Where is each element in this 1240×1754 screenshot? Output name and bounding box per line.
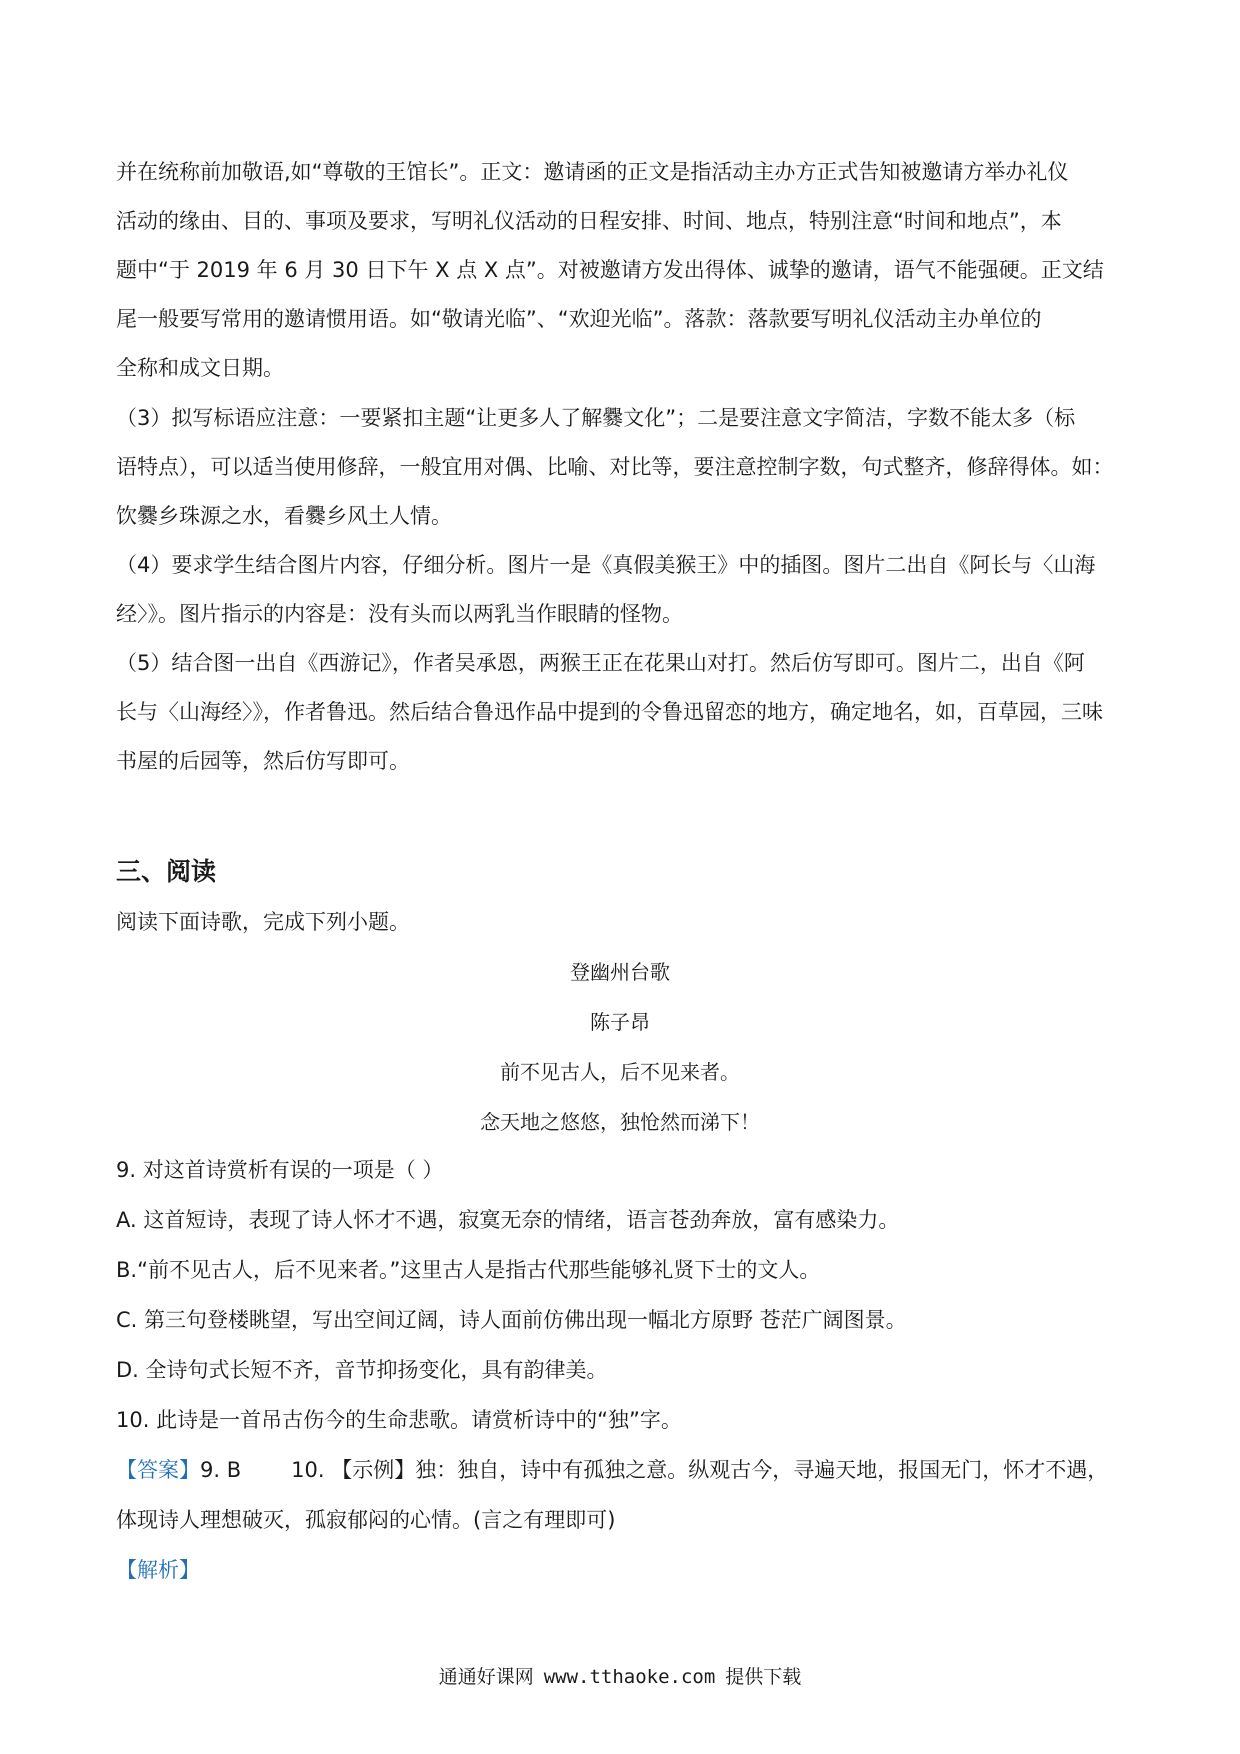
footer-site-name: 通通好课网 (438, 1666, 534, 1688)
answer-tag: 【答案】 (116, 1458, 200, 1482)
poem-line-2: 念天地之悠悠，独怆然而涕下！ (480, 1110, 760, 1134)
question-9-option-c: C. 第三句登楼眺望，写出空间辽阔，诗人面前仿佛出现一幅北方原野 苍茫广阔图景。 (116, 1308, 907, 1332)
reading-instruction: 阅读下面诗歌，完成下列小题。 (116, 910, 410, 934)
answer-q9: 9. B (200, 1458, 242, 1482)
question-10-stem: 10. 此诗是一首吊古伤今的生命悲歌。请赏析诗中的“独”字。 (116, 1408, 682, 1432)
footer-site-url[interactable]: www.tthaoke.com (543, 1666, 716, 1688)
analysis-tag: 【解析】 (116, 1558, 200, 1582)
text-line: 书屋的后园等，然后仿写即可。 (116, 749, 410, 773)
text-line: 全称和成文日期。 (116, 356, 284, 380)
item-3-paragraph (116, 394, 1132, 541)
question-9-option-a: A. 这首短诗，表现了诗人怀才不遇，寂寞无奈的情绪，语言苍劲奔放，富有感染力。 (116, 1208, 900, 1232)
poem-author: 陈子昂 (590, 1010, 650, 1034)
section-heading: 三、阅读 (116, 857, 217, 886)
text-line: 尾一般要写常用的邀请惯用语。如“敬请光临”、“欢迎光临”。落款：落款要写明礼仪活动主办单位的 (116, 307, 1042, 331)
footer-download-text: 提供下载 (725, 1666, 802, 1688)
question-9-option-b: B.“前不见古人，后不见来者。”这里古人是指古代那些能够礼贤下士的文人。 (116, 1258, 821, 1282)
text-line: （4）要求学生结合图片内容，仔细分析。图片一是《真假美猴王》中的插图。图片二出自《阿长与〈山海 (116, 553, 1096, 577)
text-line: 经〉》。图片指示的内容是：没有头而以两乳当作眼睛的怪物。 (116, 602, 683, 626)
text-line: 饮爨乡珠源之水，看爨乡风土人情。 (116, 504, 452, 528)
text-line: （5）结合图一出自《西游记》，作者吴承恩，两猴王正在花果山对打。然后仿写即可。图片二，出自《阿 (116, 651, 1085, 675)
text-line: 语特点），可以适当使用修辞，一般宜用对偶、比喻、对比等，要注意控制字数，句式整齐，修辞得体。如： (116, 455, 1114, 479)
answer-line-1 (116, 1445, 1132, 1495)
item-5-paragraph (116, 639, 1132, 786)
poem-title: 登幽州台歌 (570, 960, 670, 984)
page-footer (0, 1662, 1240, 1692)
answer-q10-line-2: 体现诗人理想破灭，孤寂郁闷的心情。(言之有理即可) (116, 1508, 616, 1532)
text-line: （3）拟写标语应注意：一要紧扣主题“让更多人了解爨文化”；二是要注意文字简洁，字数不能太多（标 (116, 406, 1076, 430)
text-line: 活动的缘由、目的、事项及要求，写明礼仪活动的日程安排、时间、地点，特别注意“时间和地点”，本 (116, 209, 1062, 233)
text-line: 并在统称前加敬语,如“尊敬的王馆长”。正文：邀请函的正文是指活动主办方正式告知被邀请方举办礼仪 (116, 160, 1069, 184)
question-9-option-d: D. 全诗句式长短不齐，音节抑扬变化，具有韵律美。 (116, 1358, 608, 1382)
invitation-explanation-paragraph (116, 148, 1132, 393)
text-line: 长与〈山海经〉》，作者鲁迅。然后结合鲁迅作品中提到的令鲁迅留恋的地方，确定地名，如，百草园，三味 (116, 700, 1103, 724)
text-line: 题中“于 2019 年 6 月 30 日下午 X 点 X 点”。对被邀请方发出得体、诚挚的邀请，语气不能强硬。正文结 (116, 258, 1104, 282)
answer-q10-line-1: 10. 【示例】独：独自，诗中有孤独之意。纵观古今，寻遍天地，报国无门，怀才不遇， (291, 1458, 1109, 1482)
item-4-paragraph (116, 541, 1132, 639)
poem-line-1: 前不见古人，后不见来者。 (500, 1060, 740, 1084)
question-9-stem: 9. 对这首诗赏析有误的一项是（ ） (116, 1158, 444, 1182)
